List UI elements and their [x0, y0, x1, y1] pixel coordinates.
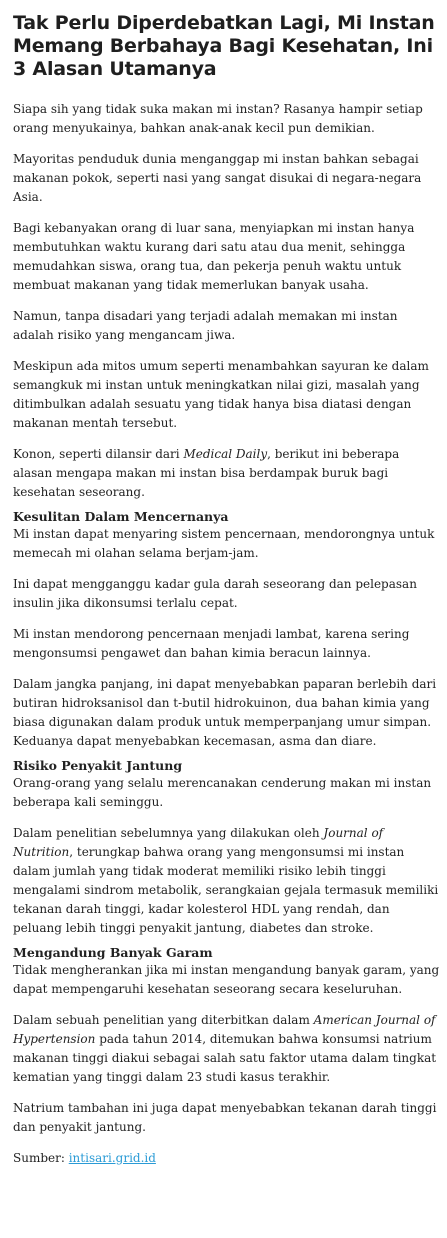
- section-heading-garam: Mengandung Banyak Garam: [13, 945, 213, 960]
- intro-paragraph-4: Namun, tanpa disadari yang terjadi adalah memakan mi instan adalah risiko yang mengancam jiwa.: [13, 309, 398, 342]
- intro-paragraph-source: [13, 445, 442, 502]
- intro-paragraph-5: Meskipun ada mitos umum seperti menambahkan sayuran ke dalam semangkuk mi instan untuk meningkatkan nilai gizi, masalah yang ditimbulkan adalah sesuatu yang tidak hanya bisa diatasi dengan makanan mentah tersebut.: [13, 359, 429, 430]
- american-journal-citation: American Journal of Hypertension: [13, 1013, 436, 1046]
- article-body: [13, 100, 442, 1168]
- section3-paragraph-2: [13, 1011, 442, 1087]
- section3-paragraph-1: Tidak mengherankan jika mi instan mengandung banyak garam, yang dapat mempengaruhi kesehatan seseorang secara keseluruhan.: [13, 963, 440, 996]
- article-title: Tak Perlu Diperdebatkan Lagi, Mi Instan Memang Berbahaya Bagi Kesehatan, Ini 3 Alasan Utamanya: [13, 12, 435, 80]
- section3-p2-before: Dalam sebuah penelitian yang diterbitkan dalam: [13, 1013, 314, 1027]
- source-label: Sumber:: [13, 1151, 69, 1165]
- section2-paragraph-2: [13, 824, 442, 938]
- section3-p2-after: pada tahun 2014, ditemukan bahwa konsumsi natrium makanan tinggi diakui sebagai salah satu faktor utama dalam tingkat kematian yang tinggi dalam 23 studi kasus terakhir.: [13, 1032, 437, 1084]
- section1-paragraph-4: Dalam jangka panjang, ini dapat menyebabkan paparan berlebih dari butiran hidroksanisol dan t-butil hidrokuinon, dua bahan kimia yang biasa digunakan dalam produk untuk memperpanjang umur simpan. Keduanya dapat menyebabkan kecemasan, asma dan diare.: [13, 677, 437, 748]
- journal-of-nutrition-citation: Journal of Nutrition: [13, 826, 384, 859]
- section-heading-kesulitan: Kesulitan Dalam Mencernanya: [13, 509, 229, 524]
- medical-daily-citation: Medical Daily: [183, 447, 268, 461]
- section1-paragraph-2: Ini dapat mengganggu kadar gula darah seseorang dan pelepasan insulin jika dikonsumsi terlalu cepat.: [13, 577, 417, 610]
- intro-paragraph-2: Mayoritas penduduk dunia menganggap mi instan bahkan sebagai makanan pokok, seperti nasi yang sangat disukai di negara-negara Asia.: [13, 152, 422, 204]
- section-heading-jantung: Risiko Penyakit Jantung: [13, 758, 183, 773]
- source-link[interactable]: intisari.grid.id: [68, 1151, 156, 1165]
- section3-paragraph-3: Natrium tambahan ini juga dapat menyebabkan tekanan darah tinggi dan penyakit jantung.: [13, 1101, 437, 1134]
- section2-p2-after: , terungkap bahwa orang yang mengonsumsi mi instan dalam jumlah yang tidak moderat memiliki risiko lebih tinggi mengalami sindrom metabolik, serangkaian gejala termasuk memiliki tekanan darah tinggi, kadar kolesterol HDL yang rendah, dan peluang lebih tinggi penyakit jantung, diabetes dan stroke.: [13, 845, 439, 935]
- intro-paragraph-3: Bagi kebanyakan orang di luar sana, menyiapkan mi instan hanya membutuhkan waktu kurang dari satu atau dua menit, sehingga memudahkan siswa, orang tua, dan pekerja penuh waktu untuk membuat makanan yang tidak memerlukan banyak usaha.: [13, 221, 415, 292]
- konon-text-after: , berikut ini beberapa alasan mengapa makan mi instan bisa berdampak buruk bagi kesehatan seseorang.: [13, 447, 400, 499]
- konon-text-before: Konon, seperti dilansir dari: [13, 447, 184, 461]
- intro-paragraph-1: Siapa sih yang tidak suka makan mi instan? Rasanya hampir setiap orang menyukainya, bahkan anak-anak kecil pun demikian.: [13, 102, 423, 135]
- section1-paragraph-3: Mi instan mendorong pencernaan menjadi lambat, karena sering mengonsumsi pengawet dan bahan kimia beracun lainnya.: [13, 627, 410, 660]
- section2-p2-before: Dalam penelitian sebelumnya yang dilakukan oleh: [13, 826, 324, 840]
- source-line: [13, 1149, 442, 1168]
- section1-paragraph-1: Mi instan dapat menyaring sistem pencernaan, mendorongnya untuk memecah mi olahan selama berjam-jam.: [13, 527, 435, 560]
- section2-paragraph-1: Orang-orang yang selalu merencanakan cenderung makan mi instan beberapa kali seminggu.: [13, 776, 432, 809]
